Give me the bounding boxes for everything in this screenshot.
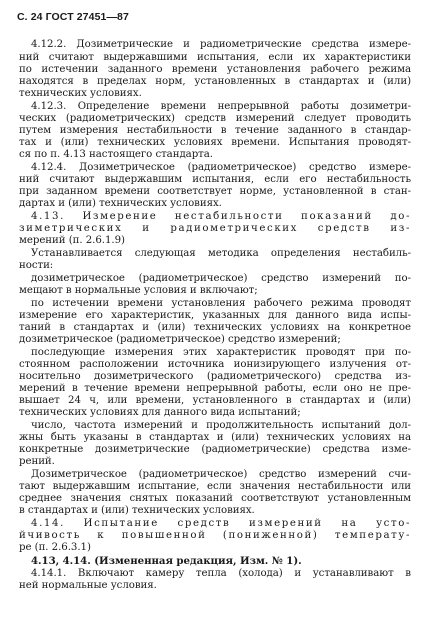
text-line: находятся в пределах норм, установленных в стандартах и (или) [19,76,411,87]
text-line: 4.12.4. Дозиметрическое (радиометрическое) средство измере- [31,162,411,173]
text-line: путем измерения нестабильности в течение заданного в стандар- [19,125,411,136]
text-line: по истечении заданного времени установления рабочего режима [19,64,411,75]
text-line: последующие измерения этих характеристик проводят при по- [31,347,411,358]
text-line: ней нормальные условия. [19,580,157,591]
text-line: дозиметрическое (радиометрическое) средство измерений; [19,334,341,345]
text-line: мерений в течение времени непрерывной работы, если оно не пре- [19,383,411,394]
text-line: 4.12.3. Определение времени непрерывной работы дозиметри- [31,101,411,112]
text-line: дартах и (или) технических условиях. [19,198,222,209]
text-line: йчивость к повышенной (пониженной) температу- [19,530,411,541]
text-line: зиметрических и радиометрических средств из- [19,223,411,234]
text-line: тают выдержавшим испытание, если значения нестабильности или [19,481,411,492]
text-line: мерений (п. 2.6.1.9) [19,235,125,246]
text-line: 4.13. Измерение нестабильности показаний до- [31,211,411,222]
text-line: ческих (радиометрических) средств измерений следует проводить [19,113,411,124]
text-line: измерение его характеристик, указанных для данного вида испы- [19,310,411,321]
text-line: мещают в нормальные условия и включают; [19,285,258,296]
text-line: таний в стандартах и (или) технических условиях на конкретное [19,322,411,333]
text-line: жны быть указаны в стандартах и (или) технических условиях на [19,432,411,443]
text-line: технических условиях. [19,88,142,99]
text-line: дозиметрическое (радиометрическое) средство измерений по- [31,273,411,284]
text-line: 4.14. Испытание средств измерений на усто- [31,518,411,529]
text-line: при заданном времени соответствует норме, установленной в стан- [19,186,411,197]
text-line: 4.13, 4.14. (Измененная редакция, Изм. № 1). [31,555,302,567]
text-line: Устанавливается следующая методика определения нестабиль- [31,248,411,259]
text-line: 4.12.2. Дозиметрические и радиометрические средства измере- [31,39,411,50]
text-line: технических условиях для данного вида испытаний; [19,407,301,418]
text-line: конкретные дозиметрические (радиометрические) средства изме- [19,444,411,455]
text-line: ре (п. 2.6.3.1) [19,542,91,553]
text-line: по истечении времени установления рабочего режима проводят [31,298,411,309]
text-line: 4.14.1. Включают камеру тепла (холода) и устанавливают в [31,568,411,579]
text-line: Дозиметрическое (радиометрическое) средство измерений счи- [31,469,411,480]
text-line: ности: [19,260,54,271]
text-line: носительно дозиметрического (радиометрического) средства из- [19,371,411,382]
text-line: ся по п. 4.13 настоящего стандарта. [19,149,213,160]
page-header: С. 24 ГОСТ 27451—87 [17,11,129,23]
text-line: в стандартах и (или) технических условиях. [19,505,255,516]
text-line: вышает 24 ч, или времени, установленного в стандартах и (или) [19,395,411,406]
text-line: среднее значения снятых показаний соответствуют установленным [19,493,411,504]
text-line: ний считают выдержавшими испытания, если их характеристики [19,52,411,63]
text-line: тах и (или) технических условиях времени. Испытания проводят- [19,137,411,148]
text-line: рений. [19,456,55,467]
text-line: ний считают выдержавшим испытания, если его нестабильность [19,174,411,185]
text-line: число, частота измерений и продолжительность испытаний дол- [31,420,411,431]
text-line: стоянном расположении источника ионизирующего излучения от- [19,359,411,370]
